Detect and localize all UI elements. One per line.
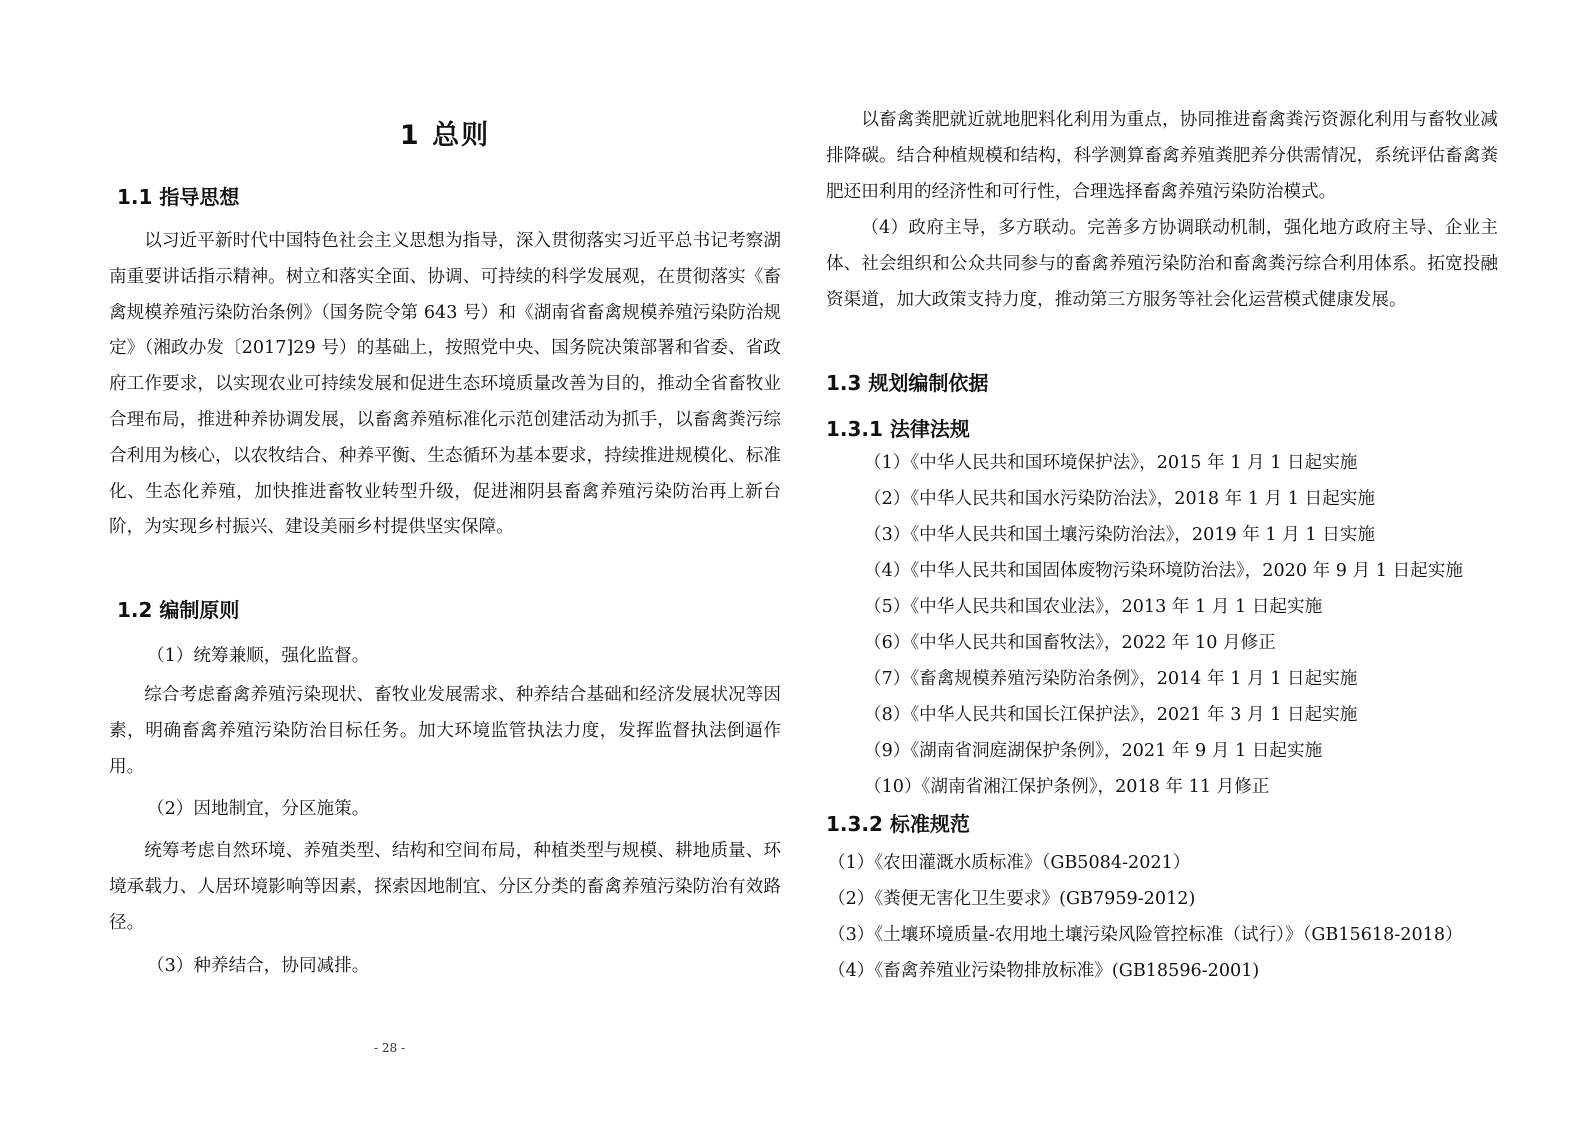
list-item: （4）《畜禽养殖业污染物排放标准》(GB18596-2001) (828, 961, 1260, 981)
principle-3-text: 以畜禽粪肥就近就地肥料化利用为重点，协同推进畜禽粪污资源化利用与畜牧业减排降碳。结合种植规模和结构，科学测算畜禽养殖粪肥养分供需情况，系统评估畜禽粪肥还田利用的经济性和可行性，合理选择畜禽养殖污染防治模式。 (826, 110, 1498, 202)
list-item: （5）《中华人民共和国农业法》，2013 年 1 月 1 日起实施 (864, 597, 1323, 617)
principle-2-title: （2）因地制宜，分区施策。 (147, 799, 370, 819)
list-item: （2）《粪便无害化卫生要求》(GB7959-2012) (828, 889, 1196, 909)
principle-1-text: 综合考虑畜禽养殖污染现状、畜牧业发展需求、种养结合基础和经济发展状况等因素，明确畜禽养殖污染防治目标任务。加大环境监管执法力度，发挥监督执法倒逼作用。 (109, 685, 781, 777)
list-item: （8）《中华人民共和国长江保护法》，2021 年 3 月 1 日起实施 (864, 705, 1358, 725)
chapter-title: 1 总则 (399, 120, 491, 151)
page-number: - 28 - (374, 1041, 406, 1055)
section-heading-1-2: 1.2 编制原则 (117, 598, 240, 622)
list-item: （2）《中华人民共和国水污染防治法》，2018 年 1 月 1 日起实施 (864, 489, 1375, 509)
section-heading-1-3: 1.3 规划编制依据 (826, 371, 989, 395)
list-item: （6）《中华人民共和国畜牧法》，2022 年 10 月修正 (864, 633, 1276, 653)
section-heading-1-3-1: 1.3.1 法律法规 (826, 417, 970, 441)
list-item: （3）《中华人民共和国土壤污染防治法》，2019 年 1 月 1 日实施 (864, 525, 1375, 545)
paragraph-guiding-thought: 以习近平新时代中国特色社会主义思想为指导，深入贯彻落实习近平总书记考察湖南重要讲话指示精神。树立和落实全面、协调、可持续的科学发展观，在贯彻落实《畜禽规模养殖污染防治条例》（国务院令第 643 号）和《湖南省畜禽规模养殖污染防治规定》（湘政办发〔2017]29 号）的基础上，按照党中央、国务院决策部署和省委、省政府工作要求，以实现农业可持续发展和促进生态环境质量改善为目的，推动全省畜牧业合理布局，推进种养协调发展，以畜禽养殖标准化示范创建活动为抓手，以畜禽粪污综合利用为核心，以农牧结合、种养平衡、生态循环为基本要求，持续推进规模化、标准化、生态化养殖，加快推进畜牧业转型升级，促进湘阴县畜禽养殖污染防治再上新台阶，为实现乡村振兴、建设美丽乡村提供坚实保障。 (109, 231, 781, 538)
principle-2-text: 统筹考虑自然环境、养殖类型、结构和空间布局，种植类型与规模、耕地质量、环境承载力、人居环境影响等因素，探索因地制宜、分区分类的畜禽养殖污染防治有效路径。 (109, 841, 781, 933)
principle-4-text: （4）政府主导，多方联动。完善多方协调联动机制，强化地方政府主导、企业主体、社会组织和公众共同参与的畜禽养殖污染防治和畜禽粪污综合利用体系。拓宽投融资渠道，加大政策支持力度，推动第三方服务等社会化运营模式健康发展。 (826, 218, 1498, 310)
list-item: （1）《中华人民共和国环境保护法》，2015 年 1 月 1 日起实施 (864, 453, 1358, 473)
list-item: （1）《农田灌溉水质标准》（GB5084-2021） (828, 853, 1191, 873)
list-item: （4）《中华人民共和国固体废物污染环境防治法》，2020 年 9 月 1 日起实施 (864, 561, 1463, 581)
list-item: （9）《湖南省洞庭湖保护条例》，2021 年 9 月 1 日起实施 (864, 741, 1323, 761)
section-heading-1-1: 1.1 指导思想 (117, 185, 240, 209)
list-item: （10）《湖南省湘江保护条例》，2018 年 11 月修正 (864, 777, 1270, 797)
principle-1-title: （1）统筹兼顺，强化监督。 (147, 646, 370, 666)
list-item: （3）《土壤环境质量-农用地土壤污染风险管控标准（试行）》（GB15618-2018） (828, 925, 1463, 945)
principle-3-title: （3）种养结合，协同减排。 (147, 956, 370, 976)
section-heading-1-3-2: 1.3.2 标准规范 (826, 812, 970, 836)
list-item: （7）《畜禽规模养殖污染防治条例》，2014 年 1 月 1 日起实施 (864, 669, 1358, 689)
